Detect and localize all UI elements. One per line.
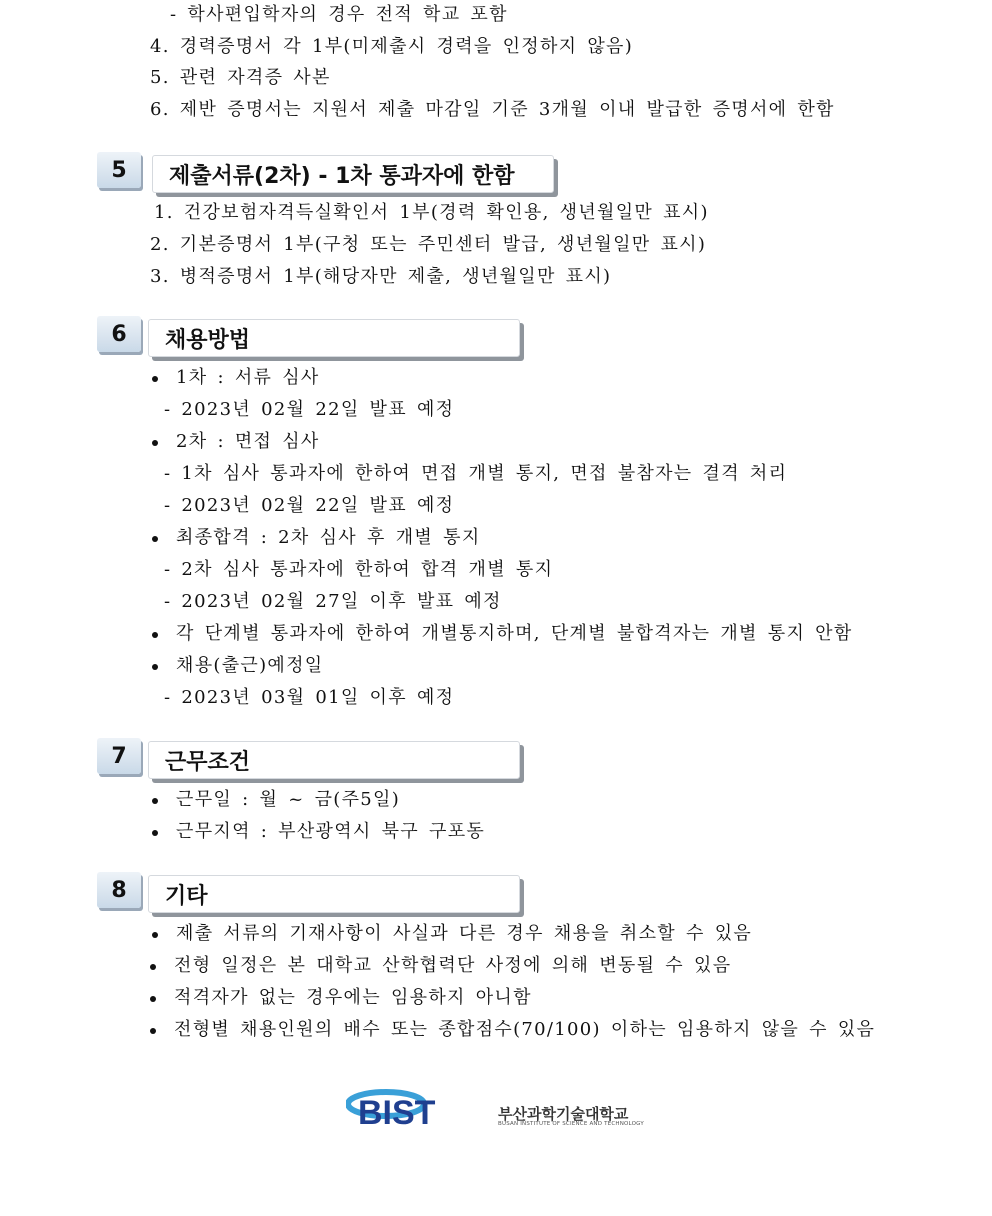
university-name-en: BUSAN INSTITUTE OF SCIENCE AND TECHNOLOGY — [498, 1121, 644, 1127]
section-8-number: 8 — [97, 872, 141, 908]
method-stage1-date: - 2023년 02월 22일 발표 예정 — [164, 399, 455, 420]
etc-item-4: 전형별 채용인원의 배수 또는 종합점수(70/100) 이하는 임용하지 않을 수 있음 — [174, 1019, 876, 1040]
method-stage2-date: - 2023년 02월 22일 발표 예정 — [164, 495, 455, 516]
section-5-number: 5 — [97, 152, 141, 188]
method-final-note: - 2차 심사 통과자에 한하여 합격 개별 통지 — [164, 559, 554, 580]
university-name-kr: 부산과학기술대학교 — [498, 1105, 629, 1123]
section-5-item-3: 3. 병적증명서 1부(해당자만 제출, 생년월일만 표시) — [150, 266, 612, 287]
method-final-date: - 2023년 02월 27일 이후 발표 예정 — [164, 591, 502, 612]
etc-item-3: 적격자가 없는 경우에는 임용하지 아니함 — [174, 987, 532, 1008]
method-start-date-value: - 2023년 03월 01일 이후 예정 — [164, 687, 455, 708]
section-7-title: 근무조건 — [148, 741, 520, 779]
section-6-title: 채용방법 — [148, 319, 520, 357]
section-8-title: 기타 — [148, 875, 520, 913]
section-7-number: 7 — [97, 738, 141, 774]
section-5-item-1: 1. 건강보험자격득실확인서 1부(경력 확인용, 생년월일만 표시) — [154, 202, 709, 223]
section-5-title: 제출서류(2차) - 1차 통과자에 한함 — [152, 155, 554, 193]
method-final: 최종합격 : 2차 심사 후 개별 통지 — [176, 527, 481, 548]
doc-item-5: 5. 관련 자격증 사본 — [150, 67, 331, 88]
work-days: 근무일 : 월 ~ 금(주5일) — [176, 789, 401, 810]
transfer-note: - 학사편입학자의 경우 전적 학교 포함 — [170, 4, 508, 25]
etc-item-2: 전형 일정은 본 대학교 산학협력단 사정에 의해 변동될 수 있음 — [174, 955, 732, 976]
method-stage1: 1차 : 서류 심사 — [176, 367, 320, 388]
doc-item-6: 6. 제반 증명서는 지원서 제출 마감일 기준 3개월 이내 발급한 증명서에 한함 — [150, 99, 835, 120]
work-location: 근무지역 : 부산광역시 북구 구포동 — [176, 821, 486, 842]
method-notice: 각 단계별 통과자에 한하여 개별통지하며, 단계별 불합격자는 개별 통지 안함 — [176, 623, 853, 644]
method-stage2-note: - 1차 심사 통과자에 한하여 면접 개별 통지, 면접 불참자는 결격 처리 — [164, 463, 788, 484]
section-5-item-2: 2. 기본증명서 1부(구청 또는 주민센터 발급, 생년월일만 표시) — [150, 234, 707, 255]
doc-item-4: 4. 경력증명서 각 1부(미제출시 경력을 인정하지 않음) — [150, 36, 634, 57]
section-6-number: 6 — [97, 316, 141, 352]
method-stage2: 2차 : 면접 심사 — [176, 431, 320, 452]
etc-item-1: 제출 서류의 기재사항이 사실과 다른 경우 채용을 취소할 수 있음 — [176, 923, 753, 944]
method-start-date: 채용(출근)예정일 — [176, 655, 324, 676]
logo-mark-text: BIST — [358, 1094, 436, 1132]
